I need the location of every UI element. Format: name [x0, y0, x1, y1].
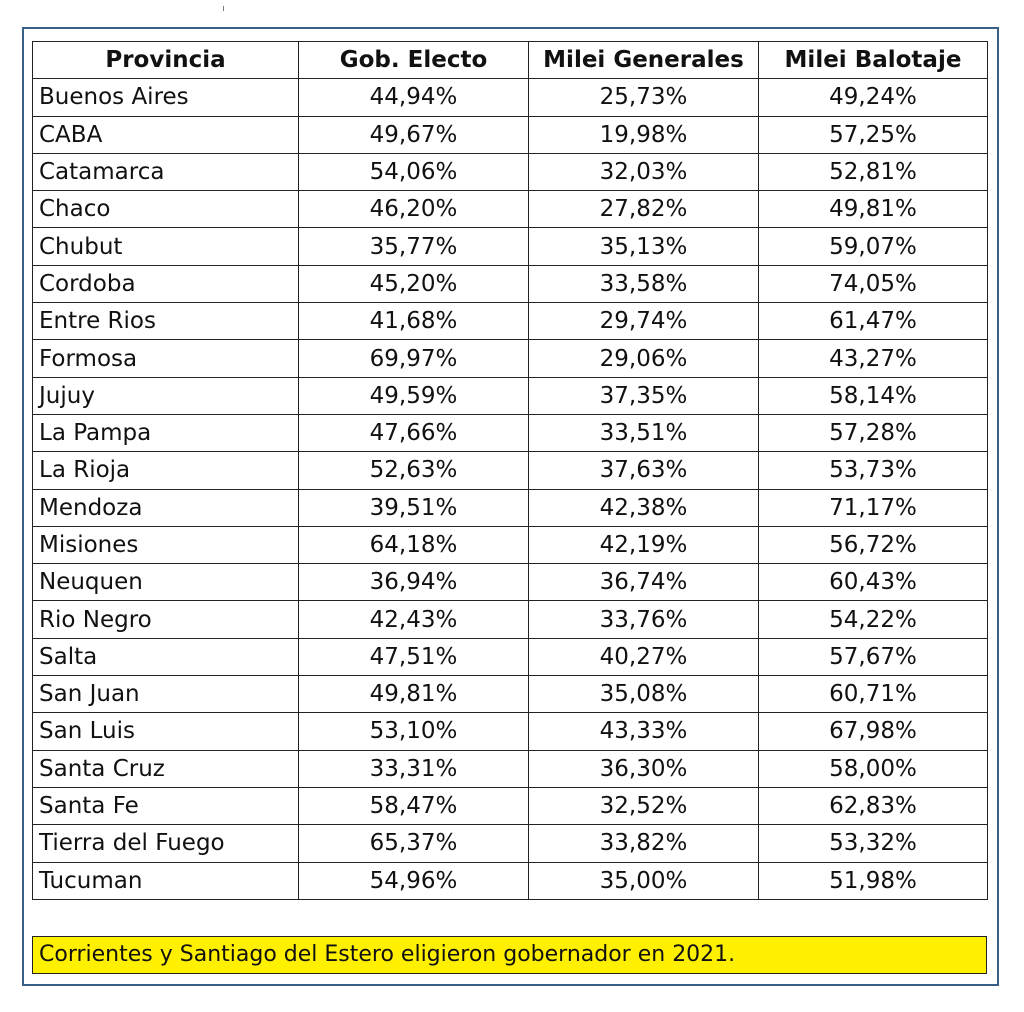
- cell-provincia: Rio Negro: [33, 601, 299, 638]
- cell-milei-generales: 32,03%: [529, 153, 759, 190]
- cell-milei-generales: 43,33%: [529, 713, 759, 750]
- cell-gob-electo: 39,51%: [299, 489, 529, 526]
- cell-milei-balotaje: 62,83%: [759, 787, 988, 824]
- table-row: [33, 303, 988, 340]
- cell-milei-generales: 27,82%: [529, 191, 759, 228]
- cell-gob-electo: 69,97%: [299, 340, 529, 377]
- table-row: [33, 787, 988, 824]
- table-body: [33, 79, 988, 900]
- cell-provincia: Mendoza: [33, 489, 299, 526]
- header-milei-generales: Milei Generales: [529, 42, 759, 79]
- footnote: Corrientes y Santiago del Estero eligieron gobernador en 2021.: [32, 936, 987, 974]
- cell-gob-electo: 64,18%: [299, 526, 529, 563]
- table-row: [33, 750, 988, 787]
- table-row: [33, 265, 988, 302]
- cell-gob-electo: 65,37%: [299, 825, 529, 862]
- stray-mark: [223, 6, 224, 11]
- results-table: [32, 41, 988, 900]
- table-row: [33, 862, 988, 899]
- cell-milei-generales: 29,74%: [529, 303, 759, 340]
- cell-provincia: Neuquen: [33, 564, 299, 601]
- cell-milei-generales: 36,74%: [529, 564, 759, 601]
- cell-milei-generales: 36,30%: [529, 750, 759, 787]
- cell-milei-generales: 33,58%: [529, 265, 759, 302]
- cell-provincia: Santa Fe: [33, 787, 299, 824]
- cell-provincia: Chaco: [33, 191, 299, 228]
- header-row: [33, 42, 988, 79]
- table-row: [33, 825, 988, 862]
- cell-provincia: San Luis: [33, 713, 299, 750]
- table-row: [33, 713, 988, 750]
- cell-provincia: Formosa: [33, 340, 299, 377]
- cell-milei-generales: 40,27%: [529, 638, 759, 675]
- cell-provincia: La Pampa: [33, 414, 299, 451]
- cell-provincia: Misiones: [33, 526, 299, 563]
- cell-milei-balotaje: 59,07%: [759, 228, 988, 265]
- cell-milei-balotaje: 58,00%: [759, 750, 988, 787]
- cell-milei-generales: 33,51%: [529, 414, 759, 451]
- cell-gob-electo: 54,96%: [299, 862, 529, 899]
- cell-milei-balotaje: 49,24%: [759, 79, 988, 116]
- cell-milei-balotaje: 53,73%: [759, 452, 988, 489]
- cell-milei-generales: 33,76%: [529, 601, 759, 638]
- cell-gob-electo: 53,10%: [299, 713, 529, 750]
- cell-gob-electo: 46,20%: [299, 191, 529, 228]
- header-provincia: Provincia: [33, 42, 299, 79]
- cell-gob-electo: 54,06%: [299, 153, 529, 190]
- cell-gob-electo: 35,77%: [299, 228, 529, 265]
- header-milei-balotaje: Milei Balotaje: [759, 42, 988, 79]
- table-row: [33, 564, 988, 601]
- cell-milei-balotaje: 58,14%: [759, 377, 988, 414]
- cell-provincia: CABA: [33, 116, 299, 153]
- table-row: [33, 79, 988, 116]
- cell-milei-balotaje: 51,98%: [759, 862, 988, 899]
- cell-milei-generales: 35,00%: [529, 862, 759, 899]
- cell-milei-generales: 35,13%: [529, 228, 759, 265]
- cell-milei-balotaje: 49,81%: [759, 191, 988, 228]
- cell-milei-balotaje: 60,43%: [759, 564, 988, 601]
- cell-gob-electo: 49,59%: [299, 377, 529, 414]
- table-row: [33, 676, 988, 713]
- cell-gob-electo: 49,67%: [299, 116, 529, 153]
- cell-gob-electo: 33,31%: [299, 750, 529, 787]
- table-row: [33, 116, 988, 153]
- cell-milei-generales: 25,73%: [529, 79, 759, 116]
- cell-gob-electo: 47,51%: [299, 638, 529, 675]
- cell-milei-generales: 29,06%: [529, 340, 759, 377]
- cell-milei-balotaje: 57,28%: [759, 414, 988, 451]
- cell-provincia: Salta: [33, 638, 299, 675]
- cell-milei-generales: 19,98%: [529, 116, 759, 153]
- cell-provincia: Buenos Aires: [33, 79, 299, 116]
- cell-provincia: La Rioja: [33, 452, 299, 489]
- cell-provincia: San Juan: [33, 676, 299, 713]
- cell-gob-electo: 58,47%: [299, 787, 529, 824]
- cell-milei-balotaje: 67,98%: [759, 713, 988, 750]
- cell-gob-electo: 41,68%: [299, 303, 529, 340]
- cell-milei-balotaje: 74,05%: [759, 265, 988, 302]
- table-row: [33, 414, 988, 451]
- cell-milei-generales: 37,63%: [529, 452, 759, 489]
- cell-milei-balotaje: 52,81%: [759, 153, 988, 190]
- table-row: [33, 153, 988, 190]
- cell-provincia: Entre Rios: [33, 303, 299, 340]
- header-gob-electo: Gob. Electo: [299, 42, 529, 79]
- cell-provincia: Jujuy: [33, 377, 299, 414]
- cell-provincia: Santa Cruz: [33, 750, 299, 787]
- cell-milei-balotaje: 57,25%: [759, 116, 988, 153]
- cell-gob-electo: 44,94%: [299, 79, 529, 116]
- cell-milei-generales: 42,19%: [529, 526, 759, 563]
- cell-milei-balotaje: 43,27%: [759, 340, 988, 377]
- table-row: [33, 191, 988, 228]
- cell-milei-balotaje: 54,22%: [759, 601, 988, 638]
- cell-gob-electo: 52,63%: [299, 452, 529, 489]
- cell-gob-electo: 36,94%: [299, 564, 529, 601]
- cell-provincia: Tucuman: [33, 862, 299, 899]
- cell-gob-electo: 47,66%: [299, 414, 529, 451]
- cell-milei-balotaje: 57,67%: [759, 638, 988, 675]
- table-row: [33, 489, 988, 526]
- cell-gob-electo: 49,81%: [299, 676, 529, 713]
- cell-milei-generales: 35,08%: [529, 676, 759, 713]
- table-row: [33, 638, 988, 675]
- cell-provincia: Tierra del Fuego: [33, 825, 299, 862]
- cell-milei-balotaje: 61,47%: [759, 303, 988, 340]
- cell-provincia: Catamarca: [33, 153, 299, 190]
- cell-provincia: Chubut: [33, 228, 299, 265]
- table-row: [33, 228, 988, 265]
- cell-provincia: Cordoba: [33, 265, 299, 302]
- cell-milei-balotaje: 60,71%: [759, 676, 988, 713]
- table-row: [33, 377, 988, 414]
- cell-milei-generales: 32,52%: [529, 787, 759, 824]
- cell-milei-generales: 37,35%: [529, 377, 759, 414]
- table-row: [33, 526, 988, 563]
- cell-gob-electo: 42,43%: [299, 601, 529, 638]
- cell-milei-balotaje: 71,17%: [759, 489, 988, 526]
- table-row: [33, 601, 988, 638]
- cell-milei-generales: 42,38%: [529, 489, 759, 526]
- cell-gob-electo: 45,20%: [299, 265, 529, 302]
- cell-milei-generales: 33,82%: [529, 825, 759, 862]
- table-row: [33, 452, 988, 489]
- cell-milei-balotaje: 53,32%: [759, 825, 988, 862]
- cell-milei-balotaje: 56,72%: [759, 526, 988, 563]
- table-row: [33, 340, 988, 377]
